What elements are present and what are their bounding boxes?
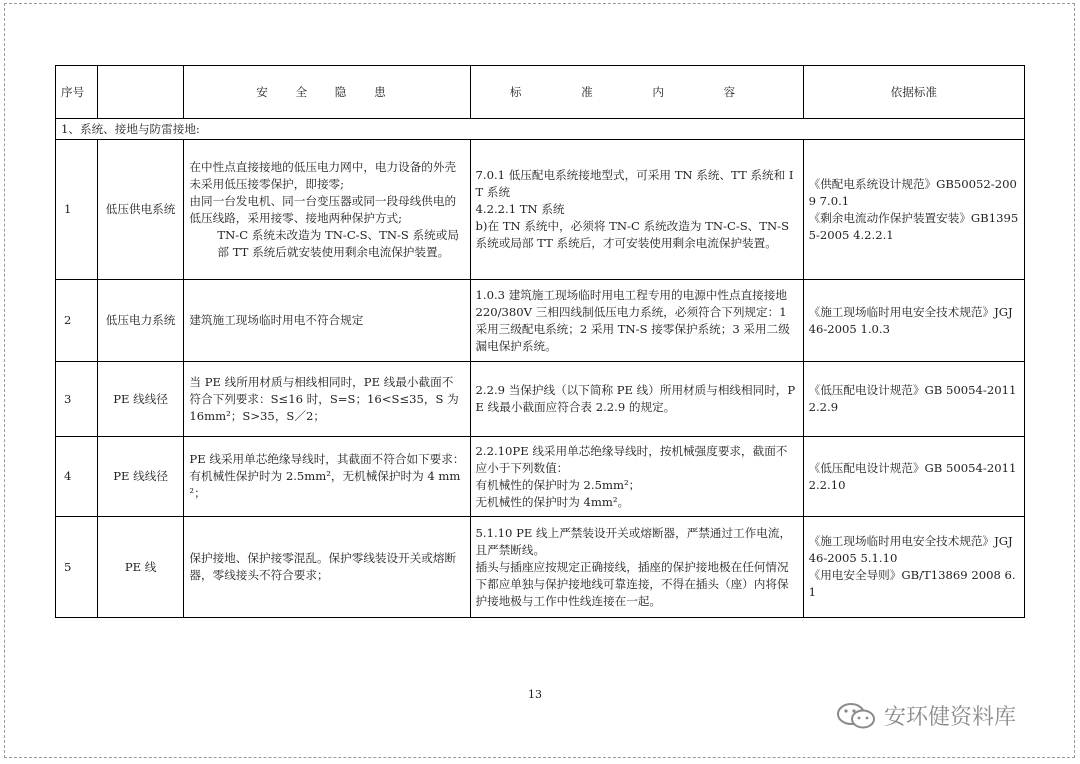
row-standard (470, 362, 803, 437)
row-hazard (184, 437, 470, 517)
row-standard (470, 280, 803, 362)
row-no: 2 (56, 280, 98, 362)
hazard-line: 保护接地、保护接零混乱。保护零线装设开关或熔断器，零线接头不符合要求； (189, 551, 457, 582)
basis-line: 《剩余电流动作保护装置安装》GB13955-2005 4.2.2.1 (808, 210, 1019, 242)
hazard-line: 由同一台发电机、同一台变压器或同一段母线供电的低压线路，采用接零、接地两种保护方式; (189, 193, 457, 225)
row-basis (803, 140, 1024, 280)
basis-line: 《供配电系统设计规范》GB50052-2009 7.0.1 (808, 176, 1017, 208)
wechat-icon (836, 702, 876, 730)
hazard-table (55, 65, 1025, 618)
row-item: 低压电力系统 (97, 280, 184, 362)
row-basis (803, 362, 1024, 437)
standard-line: 2.2.10PE 线采用单芯绝缘导线时，按机械强度要求，截面不应小于下列数值： (475, 443, 788, 475)
table-row (56, 517, 1025, 618)
section-row (56, 119, 1025, 140)
row-no: 5 (56, 517, 98, 618)
hazard-line: 在中性点直接接地的低压电力网中，电力设备的外壳未采用低压接零保护，即接零; (189, 159, 457, 191)
row-no: 1 (56, 140, 98, 280)
basis-line: 《低压配电设计规范》GB 50054-2011 2.2.10 (808, 460, 1017, 492)
hazard-line: 建筑施工现场临时用电不符合规定 (189, 313, 364, 327)
header-no: 序号 (56, 66, 98, 119)
row-hazard (184, 362, 470, 437)
hazard-line: PE 线采用单芯绝缘导线时，其截面不符合如下要求：有机械性保护时为 2.5mm²，无机械保护时为 4 mm²； (189, 452, 465, 500)
watermark-text: 安环健资料库 (884, 705, 1017, 730)
header-item (97, 66, 184, 119)
row-standard (470, 437, 803, 517)
row-basis (803, 280, 1024, 362)
row-basis (803, 437, 1024, 517)
table-row (56, 437, 1025, 517)
watermark (836, 700, 1016, 731)
row-item: PE 线线径 (97, 362, 184, 437)
row-item: PE 线 (97, 517, 184, 618)
table-row (56, 280, 1025, 362)
basis-line: 《低压配电设计规范》GB 50054-2011 2.2.9 (808, 383, 1017, 414)
header-hazard: 安 全 隐 患 (184, 66, 470, 119)
standard-line: 插头与插座应按规定正确接线，插座的保护接地极在任何情况下都应单独与保护接地线可靠连接，不得在插头（座）内将保护接地极与工作中性线连接在一起。 (475, 559, 789, 608)
row-hazard (184, 280, 470, 362)
section-title: 1、系统、接地与防雷接地: (56, 119, 1025, 140)
standard-line: b)在 TN 系统中，必须将 TN-C 系统改造为 TN-C-S、TN-S 系统或局部 TT 系统后，才可安装使用剩余电流保护装置。 (475, 219, 790, 250)
row-no: 4 (56, 437, 98, 517)
row-standard (470, 517, 803, 618)
row-hazard (184, 517, 470, 618)
table-header-row (56, 66, 1025, 119)
table-row (56, 140, 1025, 280)
table-row (56, 362, 1025, 437)
row-hazard (184, 140, 470, 280)
row-basis (803, 517, 1024, 618)
basis-line: 《用电安全导则》GB/T13869 2008 6.1 (808, 568, 1016, 599)
row-no: 3 (56, 362, 98, 437)
standard-line: 7.0.1 低压配电系统接地型式，可采用 TN 系统、TT 系统和 IT 系统 (475, 168, 794, 199)
page-number: 13 (528, 688, 542, 701)
row-item: PE 线线径 (97, 437, 184, 517)
basis-line: 《施工现场临时用电安全技术规范》JGJ46-2005 1.0.3 (808, 304, 1013, 336)
row-standard (470, 140, 803, 280)
standard-line: 有机械性的保护时为 2.5mm²； (475, 477, 641, 492)
basis-line: 《施工现场临时用电安全技术规范》JGJ46-2005 5.1.10 (808, 534, 1013, 565)
header-standard: 标 准 内 容 (470, 66, 803, 119)
row-item: 低压供电系统 (97, 140, 184, 280)
standard-line: 1.0.3 建筑施工现场临时用电工程专用的电源中性点直接接地 220/380V 三相四线制低压电力系统，必须符合下列规定：1 采用三级配电系统；2 采用 TN-S 接零保护系统；3 采用二级漏电保护系统。 (475, 287, 790, 353)
standard-line: 4.2.2.1 TN 系统 (475, 202, 565, 216)
standard-line: 5.1.10 PE 线上严禁装设开关或熔断器，严禁通过工作电流，且严禁断线。 (475, 525, 792, 557)
hazard-line: 当 PE 线所用材质与相线相同时，PE 线最小截面不符合下列要求：S≤16 时，S=S；16<S≤35，S 为 16mm²；S>35，S／2； (189, 374, 459, 423)
header-basis: 依据标准 (803, 66, 1024, 119)
standard-line: 无机械性的保护时为 4mm²。 (475, 494, 630, 509)
hazard-line: TN-C 系统未改造为 TN-C-S、TN-S 系统或局部 TT 系统后就安装使用剩余电流保护装置。 (217, 227, 459, 259)
standard-line: 2.2.9 当保护线（以下简称 PE 线）所用材质与相线相同时，PE 线最小截面应符合表 2.2.9 的规定。 (475, 383, 796, 414)
